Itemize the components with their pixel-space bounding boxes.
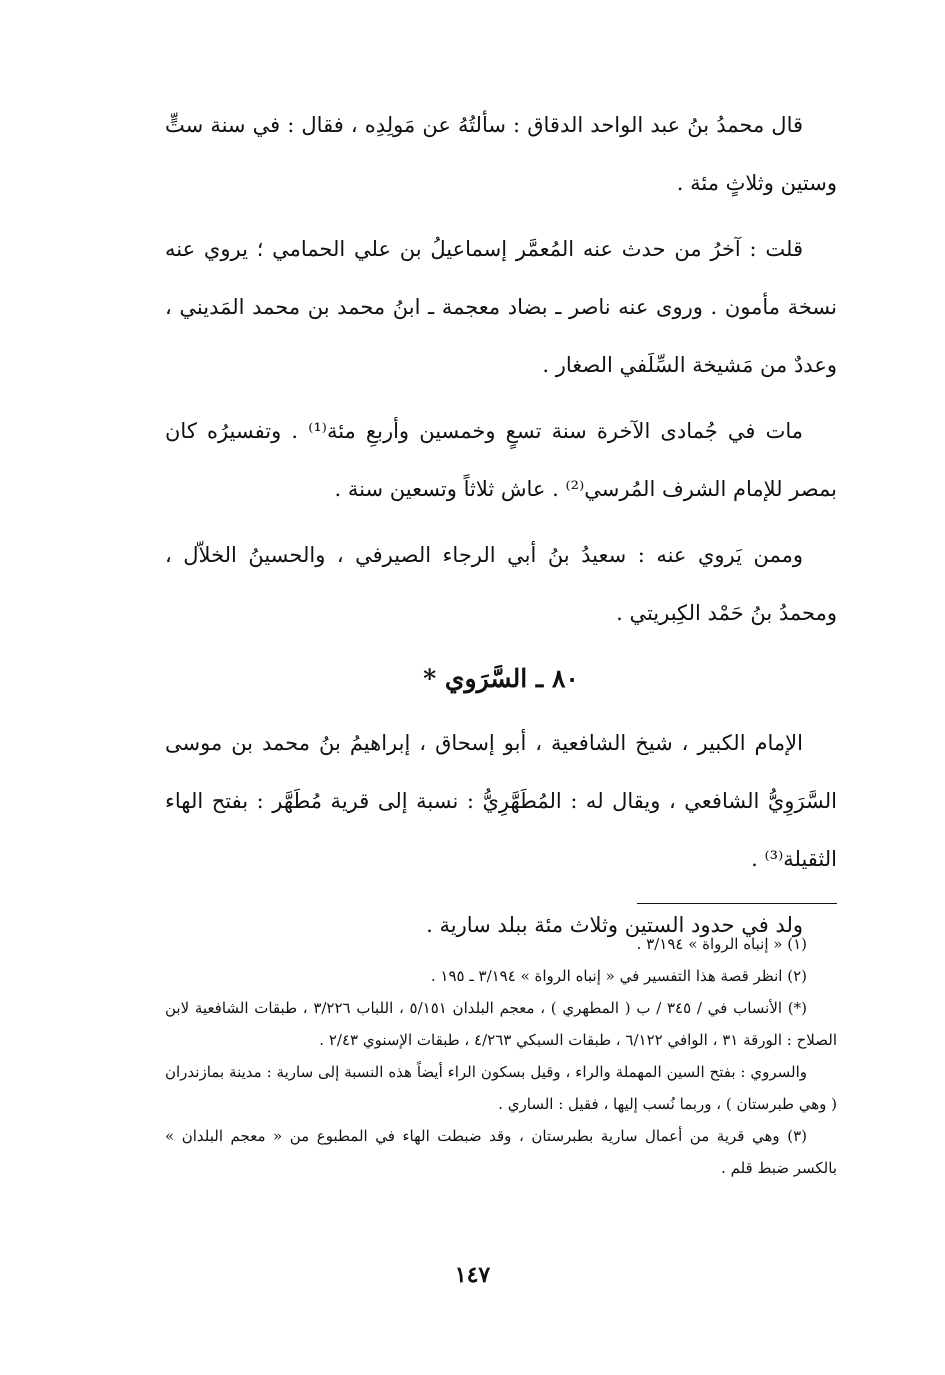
footnote-star: (*) الأنساب في / ٣٤٥ / ب ( المطهري ) ، معجم البلدان ٥/١٥١ ، اللباب ٣/٢٢٦ ، طبقات الشافعية لابن الصلاح : الورقة ٣١ ، الوافي ٦/١٢٢ ، طبقات السبكي ٤/٢٦٣ ، طبقات الإسنوي ٢/٤٣ . <box>165 999 837 1049</box>
paragraph-last-narrator: قلت : آخرُ من حدث عنه المُعمَّر إسماعيلُ بن علي الحمامي ؛ يروي عنه نسخة مأمون . وروى عنه ناصر ـ بضاد معجمة ـ ابنُ محمد بن محمد المَديني ، وعددٌ من مَشيخة السِّلَفي الصغار . <box>165 237 837 377</box>
footnote-1: (١) « إنباه الرواة » ٣/١٩٤ . <box>636 935 807 953</box>
paragraph-narrators: وممن يَروي عنه : سعيدُ بنُ أبي الرجاء الصيرفي ، والحسينُ الخلاّل ، ومحمدُ بنُ حَمْد الكِبريتي . <box>165 543 837 625</box>
paragraph-biography: الإمام الكبير ، شيخ الشافعية ، أبو إسحاق ، إبراهيمُ بنُ محمد بن موسى السَّرَوِيُّ الشافعي ، ويقال له : المُطَهَّرِيُّ : نسبة إلى قرية مُطَهَّر : بفتح الهاء الثقيلة⁽³⁾ . <box>165 731 837 871</box>
footnote-divider <box>637 903 837 904</box>
footnote-2: (٢) انظر قصة هذا التفسير في « إنباه الرواة » ٣/١٩٤ ـ ١٩٥ . <box>430 967 807 985</box>
paragraph-birth: قال محمدُ بنُ عبد الواحد الدقاق : سألتُهُ عن مَولِدِه ، فقال : في سنة ستٍّ وستين وثلاثٍ مئة . <box>165 113 837 195</box>
page-number: ١٤٧ <box>454 1262 491 1288</box>
entry-title: ٨٠ ـ السَّرَوي * <box>423 664 579 693</box>
footnote-3: (٣) وهي قرية من أعمال سارية بطبرستان ، وقد ضبطت الهاء في المطبوع من « معجم البلدان » بالكسر ضبط قلم . <box>165 1127 837 1177</box>
main-text <box>165 96 837 962</box>
footnotes <box>165 928 837 1184</box>
footnote-star-continued: والسروي : بفتح السين المهملة والراء ، وقيل بسكون الراء أيضاً هذه النسبة إلى سارية : مدينة بمازندران ( وهي طبرستان ) ، وربما نُسب إليها ، فقيل : الساري . <box>165 1063 837 1113</box>
paragraph-death: مات في جُمادى الآخرة سنة تسعٍ وخمسين وأربعِ مئة⁽¹⁾ . وتفسيرُه كان بمصر للإمام الشرف المُرسي⁽²⁾ . عاش ثلاثاً وتسعين سنة . <box>165 419 837 501</box>
paragraph-birthplace: ولد في حدود الستين وثلاث مئة ببلد سارية . <box>426 913 803 937</box>
